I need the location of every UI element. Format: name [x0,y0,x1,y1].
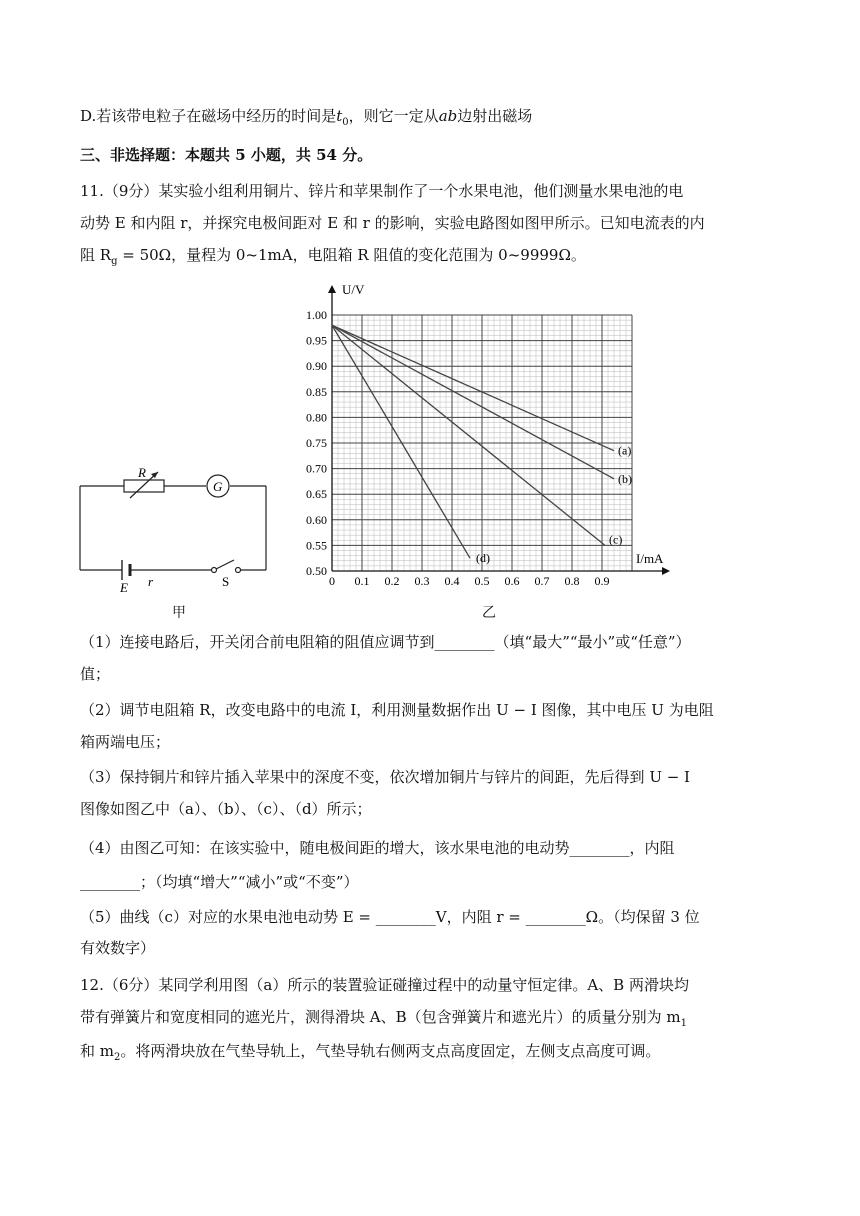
x-axis-arrow-icon [662,567,670,575]
q11-line-1: 11.（9分）某实验小组利用铜片、锌片和苹果制作了一个水果电池，他们测量水果电池的电 [80,182,684,200]
q12-line-3-rest: 。将两滑块放在气垫导轨上，气垫导轨右侧两支点高度固定，左侧支点高度可调。 [120,1042,661,1060]
switch-icon [212,560,241,573]
part-5-line-1: （5）曲线（c）对应的水果电池电动势 E = ________V，内阻 r = ________Ω。（均保留 3 位 [80,908,700,926]
part-2-line-2: 箱两端电压； [80,733,171,751]
part-4-line-1: （4）由图乙可知：在该实验中，随电极间距的增大，该水果电池的电动势________，内阻 [80,839,675,857]
series-label: (c) [609,532,623,547]
part-1-line-1: （1）连接电路后，开关闭合前电阻箱的阻值应调节到________（填“最大”“最小”或“任意”） [80,633,691,651]
label-g: G [213,479,223,494]
y-tick-label: 0.75 [306,436,327,450]
rg-label: 阻 R [80,246,112,264]
series-line [332,325,605,545]
series-label: (a) [618,443,632,458]
x-tick-label: 0.3 [414,574,430,588]
q11-line-3 [80,245,586,272]
y-tick-label: 0.65 [306,487,327,502]
rg-subscript: g [111,256,118,267]
x-axis-label: I/mA [636,551,664,566]
y-tick-label: 0.80 [306,410,327,425]
battery-icon [122,560,130,580]
x-tick-label: 0.4 [444,574,460,588]
t0-symbol: t [336,107,343,125]
label-e: E [120,580,128,595]
x-tick-label: 0.7 [534,574,550,588]
part-4-line-2: ________；（均填“增大”“减小”或“不变”） [80,873,359,891]
x-tick-label: 0.6 [504,574,520,588]
x-tick-label: 0.8 [564,574,580,588]
label-r-small: r [148,574,154,589]
y-tick-label: 0.95 [306,333,327,348]
circuit-diagram [78,468,278,618]
y-axis-label: U/V [342,282,365,297]
part-3-line-1: （3）保持铜片和锌片插入苹果中的深度不变，依次增加铜片与锌片的间距，先后得到 U − I [80,768,690,786]
x-tick-label: 0.9 [594,574,610,588]
circuit-caption: 甲 [172,605,186,621]
x-tick-label: 0 [329,574,335,588]
q12-line-2-text: 带有弹簧片和宽度相同的遮光片，测得滑块 A、B（包含弹簧片和遮光片）的质量分别为 m [80,1008,681,1026]
label-r-box: R [138,468,146,480]
m2-subscript: 2 [114,1052,121,1063]
series-label: (d) [476,551,490,566]
label-s: S [222,574,230,589]
y-axis-arrow-icon [328,285,336,293]
option-d [80,106,532,133]
x-tick-label: 0.5 [474,574,490,588]
ui-chart [292,278,682,598]
chart-caption: 乙 [482,605,496,621]
x-tick-label: 0.1 [354,574,370,588]
option-d-mid: ，则它一定从 [348,107,439,125]
q12-line-3 [80,1041,660,1068]
y-tick-label: 0.60 [306,512,327,527]
part-2-line-1: （2）调节电阻箱 R，改变电路中的电流 I，利用测量数据作出 U − I 图像，其中电压 U 为电阻 [80,701,714,719]
y-tick-label: 0.50 [306,564,327,578]
series-line [332,325,470,558]
x-tick-label: 0.2 [384,574,400,588]
option-d-text: D.若该带电粒子在磁场中经历的时间是 [80,107,337,125]
q12-line-2 [80,1007,687,1034]
y-tick-label: 0.70 [306,461,327,476]
option-d-end: 边射出磁场 [457,107,533,125]
ab-symbol: ab [438,107,458,125]
q11-line-3-rest: = 50Ω，量程为 0~1mA，电阻箱 R 阻值的变化范围为 0~9999Ω。 [117,246,586,264]
q11-line-2: 动势 E 和内阻 r，并探究电极间距对 E 和 r 的影响，实验电路图如图甲所示。已知电流表的内 [80,214,705,232]
q12-line-1: 12.（6分）某同学利用图（a）所示的装置验证碰撞过程中的动量守恒定律。A、B 两滑块均 [80,976,689,994]
y-tick-label: 1.00 [306,308,327,322]
t0-subscript: 0 [342,117,349,128]
section-heading: 三、非选择题：本题共 5 小题，共 54 分。 [80,146,373,164]
m2-label: 和 m [80,1042,114,1060]
y-tick-label: 0.85 [306,384,327,399]
y-tick-label: 0.90 [306,359,327,374]
part-1-line-2: 值； [80,665,111,683]
m1-subscript: 1 [680,1018,687,1029]
chart-grid-major [332,315,632,571]
part-5-line-2: 有效数字） [80,939,156,957]
part-3-line-2: 图像如图乙中（a）、（b）、（c）、（d）所示； [80,800,372,818]
series-label: (b) [618,471,632,486]
y-tick-label: 0.55 [306,538,327,553]
